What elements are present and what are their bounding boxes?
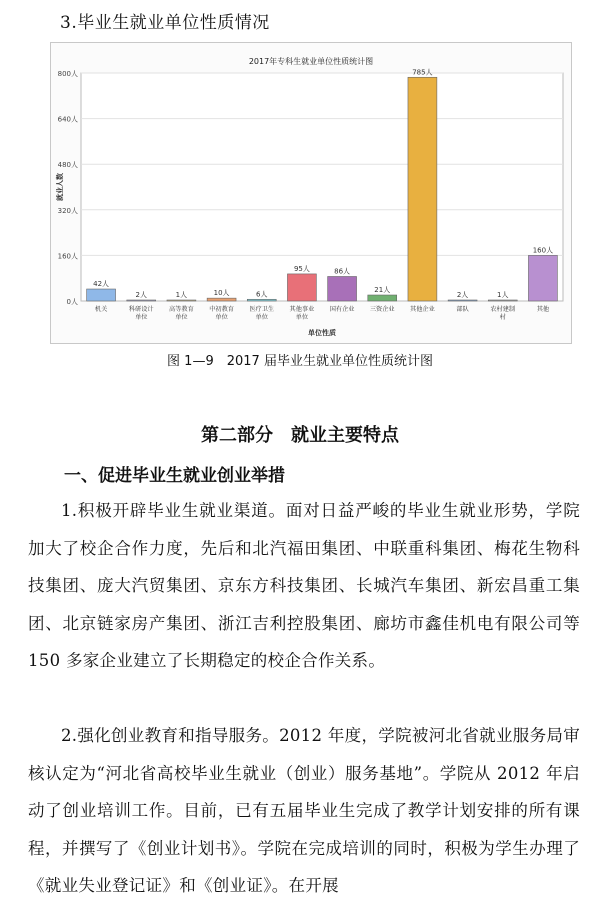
chart-title: 2017年专科生就业单位性质统计图 <box>248 57 374 66</box>
bar <box>207 298 236 301</box>
category-label: 其他事业 <box>289 306 315 313</box>
category-label: 其他企业 <box>410 306 435 313</box>
y-tick-label: 320人 <box>57 206 78 215</box>
data-label: 42人 <box>93 280 110 289</box>
bar <box>127 300 156 301</box>
category-label: 单位 <box>175 314 188 321</box>
plot-area <box>81 73 563 301</box>
bar <box>528 255 557 301</box>
category-label: 单位 <box>255 314 268 321</box>
y-tick-label: 640人 <box>57 115 78 124</box>
category-label: 单位 <box>135 314 148 321</box>
bar <box>287 274 316 301</box>
bar <box>488 300 517 301</box>
sub-heading: 一、促进毕业生就业创业举措 <box>64 466 285 486</box>
category-label: 单位 <box>215 314 228 321</box>
data-label: 10人 <box>213 289 230 298</box>
paragraph-2: 2.强化创业教育和指导服务。2012 年度，学院被河北省就业服务局审核认定为“河北省高校毕业生就业（创业）服务基地”。学院从 2012 年启动了创业培训工作。目前，已有五届毕业生完成了教学计划安排的所有课程，并撰写了《创业计划书》。学院在完成培训的同时，积极为学生办理了《就业失业登记证》和《创业证》。在开展 <box>28 726 580 895</box>
category-label: 村 <box>499 314 506 321</box>
category-label: 其他 <box>536 306 550 313</box>
paragraph-1: 1.积极开辟毕业生就业渠道。面对日益严峻的毕业生就业形势，学院加大了校企合作力度，先后和北汽福田集团、中联重科集团、梅花生物科技集团、庞大汽贸集团、京东方科技集团、长城汽车集团、新宏昌重工集团、北京链家房产集团、浙江吉利控股集团、廊坊市鑫佳机电有限公司等 150 多家企业建立了长期稳定的校企合作关系。 <box>28 501 580 670</box>
data-label: 2人 <box>456 291 469 299</box>
y-tick-label: 480人 <box>57 161 78 170</box>
category-label: 机关 <box>94 306 108 313</box>
data-label: 86人 <box>334 267 351 276</box>
category-label: 高等教育 <box>169 306 194 313</box>
category-label: 三资企业 <box>369 306 395 313</box>
section-heading: 3.毕业生就业单位性质情况 <box>60 13 270 33</box>
category-label: 科研设计 <box>128 306 154 313</box>
category-label: 国有企业 <box>329 306 355 313</box>
category-label: 农村建制 <box>490 306 516 313</box>
part-title: 第二部分 就业主要特点 <box>201 425 399 446</box>
category-label: 中初教育 <box>209 306 234 313</box>
bar <box>448 300 477 301</box>
data-label: 95人 <box>293 264 310 273</box>
y-tick-label: 800人 <box>57 70 78 78</box>
data-label: 785人 <box>412 68 433 77</box>
bar-chart <box>51 43 571 343</box>
data-label: 1人 <box>175 291 188 299</box>
bar <box>368 295 397 301</box>
bar <box>408 77 437 301</box>
data-label: 2人 <box>135 291 147 299</box>
bar <box>167 300 196 301</box>
bar <box>247 299 276 301</box>
y-tick-label: 0人 <box>66 298 78 306</box>
x-axis-label: 单位性质 <box>308 329 336 337</box>
category-label: 医疗卫生 <box>249 306 275 313</box>
category-label: 部队 <box>456 306 469 313</box>
bar <box>328 276 357 301</box>
y-axis-label: 就业人数 <box>56 173 64 201</box>
data-label: 6人 <box>256 290 268 299</box>
category-label: 单位 <box>295 314 309 321</box>
y-tick-label: 160人 <box>57 252 78 261</box>
data-label: 1人 <box>497 291 509 299</box>
bar <box>87 289 116 301</box>
data-label: 160人 <box>532 246 554 255</box>
data-label: 21人 <box>374 286 391 295</box>
chart-frame <box>50 42 572 344</box>
figure-caption: 图 1—9 2017 届毕业生就业单位性质统计图 <box>167 354 433 369</box>
